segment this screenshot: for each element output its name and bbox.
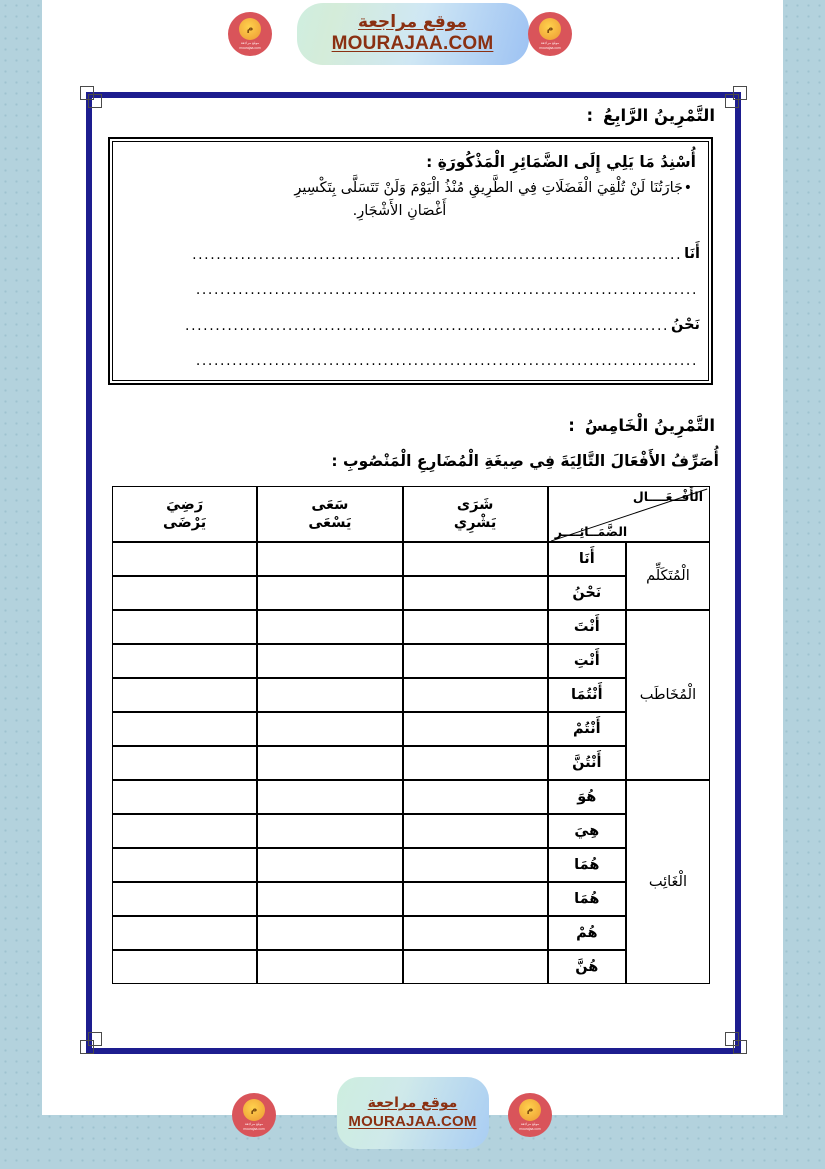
sentence-line-2-wrap [125, 200, 692, 222]
table-row [112, 644, 710, 678]
answer-line-group [119, 246, 700, 262]
logo-mark-glyph: م [246, 24, 254, 35]
logo-caption-url: mourajaa.com [243, 1126, 265, 1131]
answer-line-group [119, 317, 700, 333]
answer-cell[interactable] [403, 950, 548, 984]
corner-mark [88, 1032, 102, 1046]
corner-mark [725, 1032, 739, 1046]
pronoun-cell: هُوَ [548, 780, 626, 814]
answer-cell[interactable] [403, 916, 548, 950]
answer-cell[interactable] [403, 780, 548, 814]
answer-cell[interactable] [403, 576, 548, 610]
pronoun-cell: أَنْتُنَّ [548, 746, 626, 780]
logo-caption-url: mourajaa.com [539, 45, 561, 50]
answer-row[interactable] [119, 246, 700, 262]
answer-cell[interactable] [403, 542, 548, 576]
banner-website-url[interactable]: MOURAJAA.COM [331, 32, 494, 54]
pronoun-cell: هُمَا [548, 882, 626, 916]
answer-cell[interactable] [403, 814, 548, 848]
exercise-4-sentence [125, 177, 696, 222]
answer-cell[interactable] [257, 678, 402, 712]
pronoun-group-label: الْغَائِب [626, 780, 710, 984]
banner-arabic-title: موقع مراجعة [358, 12, 467, 33]
verb-past-form: رَضِيَ [166, 496, 204, 513]
conjugation-table [112, 486, 710, 984]
pronoun-cell: هُنَّ [548, 950, 626, 984]
answer-cell[interactable] [403, 610, 548, 644]
answer-cell[interactable] [112, 610, 257, 644]
logo-caption-url: mourajaa.com [519, 1126, 541, 1131]
answer-cell[interactable] [112, 542, 257, 576]
verb-column-header [257, 486, 402, 542]
logo-circle-icon [519, 1099, 541, 1121]
table-row [112, 576, 710, 610]
answer-cell[interactable] [112, 950, 257, 984]
pronoun-group-label: الْمُتَكَلِّم [626, 542, 710, 610]
header-label-pronouns: الضَّمَــائِــــر [554, 524, 628, 539]
table-header-row [112, 486, 710, 542]
logo-caption [239, 41, 260, 50]
verb-past-form: سَعَى [311, 496, 349, 513]
logo-caption-arabic: موقع مراجعة [244, 1122, 264, 1127]
answer-cell[interactable] [403, 678, 548, 712]
answer-dotted-line[interactable]: ................................................................................. [192, 248, 683, 262]
pronoun-cell: أَنْتَ [548, 610, 626, 644]
answer-cell[interactable] [257, 746, 402, 780]
pronoun-cell: أَنَا [548, 542, 626, 576]
table-row [112, 542, 710, 576]
site-logo-badge [232, 1093, 276, 1137]
answer-cell[interactable] [257, 814, 402, 848]
answer-cell[interactable] [112, 882, 257, 916]
bullet-point-icon: • [683, 179, 692, 196]
answer-cell[interactable] [112, 780, 257, 814]
answer-cell[interactable] [257, 848, 402, 882]
sentence-line-2: أَغْصَانِ الأَشْجَارِ. [352, 202, 447, 219]
verb-column-header [112, 486, 257, 542]
logo-caption-arabic: موقع مراجعة [240, 41, 260, 46]
table-row [112, 678, 710, 712]
site-logo-badge [228, 12, 272, 56]
answer-cell[interactable] [257, 950, 402, 984]
answer-cell[interactable] [257, 712, 402, 746]
sentence-line-1: جَارَتُنَا لَنْ تُلْقِيَ الْفَضَلَاتِ فِي الطَّرِيقِ مُنْذُ الْيَوْمَ وَلَنْ تَتَسَلَّى بِتَكْسِيرِ [294, 179, 683, 196]
answer-cell[interactable] [403, 712, 548, 746]
table-row [112, 746, 710, 780]
exercise-4-instruction: أُسْنِدُ مَا يَلِي إِلَى الضَّمَائِرِ الْمَذْكُورَةِ : [426, 153, 696, 171]
banner-website-url[interactable]: MOURAJAA.COM [348, 1112, 477, 1130]
table-row [112, 950, 710, 984]
table-row [112, 916, 710, 950]
answer-cell[interactable] [403, 882, 548, 916]
logo-caption [243, 1122, 264, 1131]
banner-pill-top [297, 3, 529, 65]
exercise-4-heading [106, 106, 721, 125]
answer-cell[interactable] [403, 644, 548, 678]
answer-row[interactable] [119, 283, 700, 297]
verb-past-form: شَرَى [456, 496, 494, 513]
answer-cell[interactable] [112, 916, 257, 950]
verb-present-form: يَشْرِي [453, 515, 497, 531]
pronoun-cell: نَحْنُ [548, 576, 626, 610]
answer-cell[interactable] [112, 746, 257, 780]
site-logo-badge [528, 12, 572, 56]
pronoun-cell: هِيَ [548, 814, 626, 848]
table-row [112, 814, 710, 848]
answer-cell[interactable] [112, 814, 257, 848]
verb-column-header [403, 486, 548, 542]
site-banner-top [0, 0, 825, 68]
exercise-5-instruction: أُصَرِّفُ الأَفْعَالَ التَّالِيَةَ فِي صِيغَةِ الْمُضَارِعِ الْمَنْصُوبِ : [331, 452, 719, 470]
exercise-5-heading [106, 416, 721, 435]
logo-caption-url: mourajaa.com [239, 45, 261, 50]
logo-caption-arabic: موقع مراجعة [520, 1122, 540, 1127]
pronoun-cell: أَنْتُمْ [548, 712, 626, 746]
answer-pronoun-label: أَنَا [684, 246, 700, 262]
pronoun-cell: أَنْتُمَا [548, 678, 626, 712]
answer-cell[interactable] [112, 712, 257, 746]
table-row [112, 780, 710, 814]
answer-cell[interactable] [257, 916, 402, 950]
header-label-verbs: الأَفْــعَــــال [632, 489, 703, 504]
table-row [112, 848, 710, 882]
exercise-4-title-text: التَّمْرِينُ الرَّابِعُ [603, 106, 715, 125]
logo-circle-icon [239, 18, 261, 40]
answer-row[interactable] [119, 354, 700, 368]
table-corner-header-cell [548, 486, 710, 542]
logo-caption-arabic: موقع مراجعة [540, 41, 560, 46]
logo-caption [539, 41, 560, 50]
pronoun-cell: أَنْتِ [548, 644, 626, 678]
table-row [112, 610, 710, 644]
answer-dotted-line[interactable]: ................................................................................... [195, 354, 698, 368]
exercise-4-box-inner [112, 141, 709, 381]
exercise-5-colon: : [568, 416, 575, 435]
worksheet-content [98, 104, 729, 1042]
answer-cell[interactable] [403, 848, 548, 882]
answer-cell[interactable] [112, 848, 257, 882]
table-row [112, 712, 710, 746]
answer-dotted-line[interactable]: ................................................................................ [185, 319, 670, 333]
exercise-5-title-text: التَّمْرِينُ الْخَامِسُ [584, 416, 715, 435]
verb-present-form: يَسْعَى [308, 515, 352, 531]
logo-mark-glyph: م [526, 1105, 534, 1116]
answer-dotted-line[interactable]: ................................................................................... [195, 283, 698, 297]
site-banner-bottom [0, 1079, 825, 1147]
banner-arabic-title: موقع مراجعة [367, 1095, 458, 1112]
exercise-4-colon: : [586, 106, 594, 125]
answer-cell[interactable] [257, 576, 402, 610]
banner-pill-bottom [337, 1077, 489, 1149]
answer-cell[interactable] [257, 882, 402, 916]
answer-cell[interactable] [403, 746, 548, 780]
logo-circle-icon [243, 1099, 265, 1121]
table-row [112, 882, 710, 916]
logo-mark-glyph: م [546, 24, 554, 35]
answer-cell[interactable] [257, 644, 402, 678]
corner-mark [88, 94, 102, 108]
logo-caption [519, 1122, 540, 1131]
answer-cell[interactable] [257, 610, 402, 644]
answer-cell[interactable] [112, 678, 257, 712]
logo-mark-glyph: م [250, 1105, 258, 1116]
pronoun-group-label: الْمُخَاطَب [626, 610, 710, 780]
answer-line-group [119, 283, 700, 297]
answer-cell[interactable] [112, 644, 257, 678]
answer-cell[interactable] [112, 576, 257, 610]
conjugation-table-body [112, 486, 710, 984]
answer-pronoun-label: نَحْنُ [671, 317, 700, 333]
answer-cell[interactable] [257, 780, 402, 814]
logo-circle-icon [539, 18, 561, 40]
corner-mark [725, 94, 739, 108]
site-logo-badge [508, 1093, 552, 1137]
answer-line-group [119, 354, 700, 368]
exercise-4-box [108, 137, 713, 385]
pronoun-cell: هُمَا [548, 848, 626, 882]
pronoun-cell: هُمْ [548, 916, 626, 950]
answer-row[interactable] [119, 317, 700, 333]
answer-cell[interactable] [257, 542, 402, 576]
verb-present-form: يَرْضَى [163, 515, 207, 531]
